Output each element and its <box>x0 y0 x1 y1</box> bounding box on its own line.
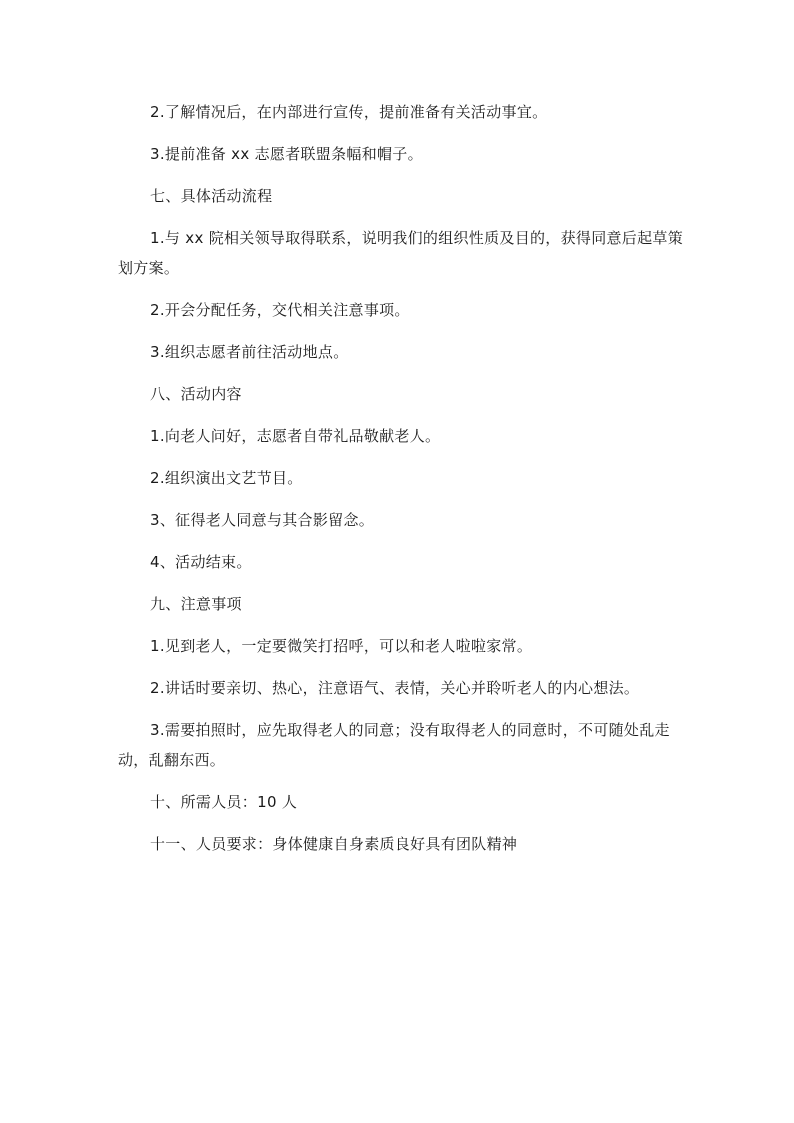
heading-required-staff: 十、所需人员：10 人 <box>150 793 298 811</box>
paragraph-content-photo: 3、征得老人同意与其合影留念。 <box>150 511 375 529</box>
heading-activity-process: 七、具体活动流程 <box>150 187 273 205</box>
paragraph-process-travel: 3.组织志愿者前往活动地点。 <box>150 343 349 361</box>
paragraph-notes-greet: 1.见到老人，一定要微笑打招呼，可以和老人啦啦家常。 <box>150 637 533 655</box>
paragraph-content-perform: 2.组织演出文艺节目。 <box>150 469 303 487</box>
paragraph-prep-publicity: 2.了解情况后，在内部进行宣传，提前准备有关活动事宜。 <box>150 103 548 121</box>
paragraph-notes-speak: 2.讲话时要亲切、热心，注意语气、表情，关心并聆听老人的内心想法。 <box>150 679 640 697</box>
paragraph-content-end: 4、活动结束。 <box>150 553 252 571</box>
heading-staff-requirements: 十一、人员要求：身体健康自身素质良好具有团队精神 <box>150 835 518 853</box>
paragraph-process-meeting: 2.开会分配任务，交代相关注意事项。 <box>150 301 410 319</box>
paragraph-prep-banner: 3.提前准备 xx 志愿者联盟条幅和帽子。 <box>150 145 423 163</box>
heading-notes: 九、注意事项 <box>150 595 242 613</box>
heading-activity-content: 八、活动内容 <box>150 385 242 403</box>
paragraph-content-greet: 1.向老人问好，志愿者自带礼品敬献老人。 <box>150 427 441 445</box>
paragraph-process-contact: 1.与 xx 院相关领导取得联系，说明我们的组织性质及目的，获得同意后起草策划方案。 <box>118 229 684 277</box>
paragraph-notes-photo: 3.需要拍照时，应先取得老人的同意；没有取得老人的同意时，不可随处乱走动，乱翻东西。 <box>118 721 670 769</box>
